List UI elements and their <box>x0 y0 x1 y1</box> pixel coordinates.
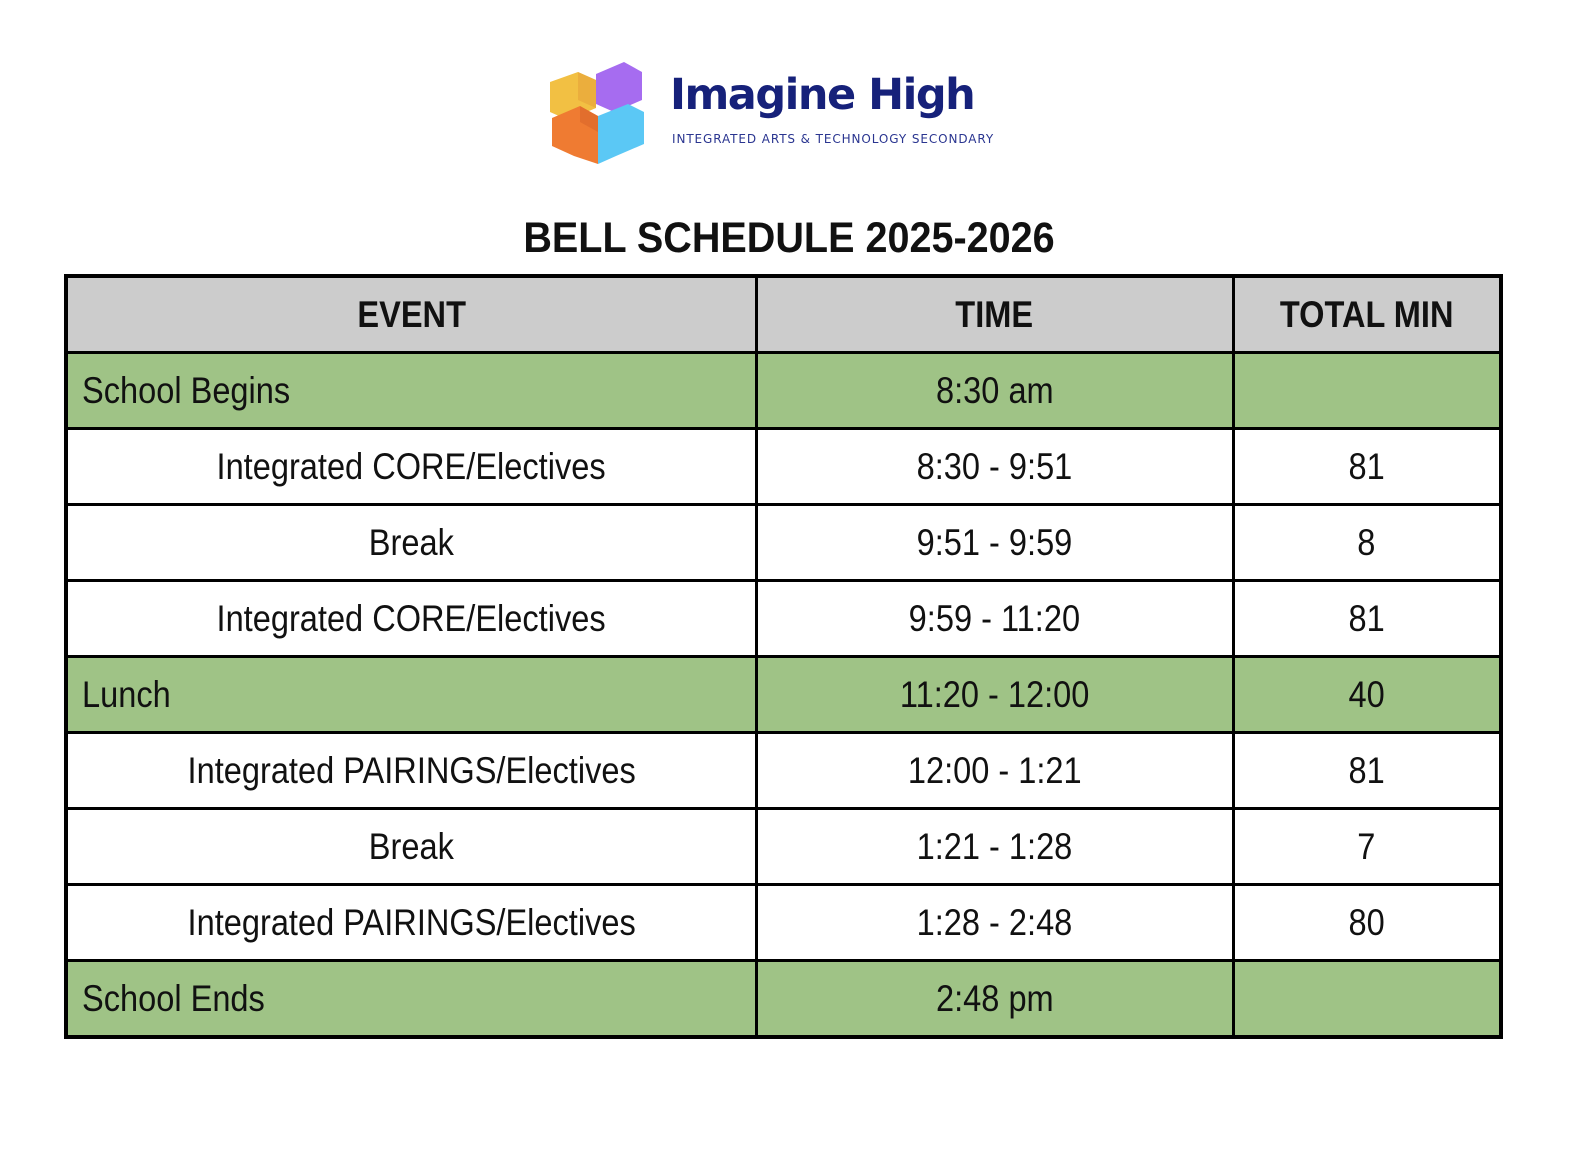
table-row <box>66 809 1501 885</box>
total-min-cell: 7 <box>1233 809 1501 885</box>
total-min-cell: 8 <box>1233 505 1501 581</box>
time-cell: 2:48 pm <box>756 961 1233 1038</box>
table-row <box>66 885 1501 961</box>
total-min-cell: 81 <box>1233 733 1501 809</box>
event-cell: Integrated PAIRINGS/Electives <box>66 733 756 809</box>
column-header-event: EVENT <box>66 276 756 353</box>
event-cell: Break <box>66 505 756 581</box>
table-row <box>66 429 1501 505</box>
total-min-cell: 80 <box>1233 885 1501 961</box>
cube-logo-icon <box>548 60 648 170</box>
column-header-total-min: TOTAL MIN <box>1233 276 1501 353</box>
total-min-cell <box>1233 961 1501 1038</box>
event-cell: School Ends <box>66 961 756 1038</box>
school-logo <box>548 60 1028 172</box>
event-cell: Integrated PAIRINGS/Electives <box>66 885 756 961</box>
total-min-cell: 40 <box>1233 657 1501 733</box>
event-cell: School Begins <box>66 353 756 429</box>
total-min-cell: 81 <box>1233 581 1501 657</box>
event-cell: Break <box>66 809 756 885</box>
table-row <box>66 733 1501 809</box>
logo-wordmark: Imagine High <box>670 70 975 120</box>
logo-tagline: INTEGRATED ARTS & TECHNOLOGY SECONDARY <box>672 132 995 146</box>
time-cell: 1:21 - 1:28 <box>756 809 1233 885</box>
time-cell: 8:30 am <box>756 353 1233 429</box>
table-row <box>66 581 1501 657</box>
column-header-time: TIME <box>756 276 1233 353</box>
time-cell: 1:28 - 2:48 <box>756 885 1233 961</box>
total-min-cell: 81 <box>1233 429 1501 505</box>
time-cell: 8:30 - 9:51 <box>756 429 1233 505</box>
table-header-row <box>66 276 1501 353</box>
time-cell: 11:20 - 12:00 <box>756 657 1233 733</box>
time-cell: 12:00 - 1:21 <box>756 733 1233 809</box>
table-row <box>66 353 1501 429</box>
time-cell: 9:59 - 11:20 <box>756 581 1233 657</box>
event-cell: Integrated CORE/Electives <box>66 429 756 505</box>
table-row <box>66 961 1501 1038</box>
event-cell: Lunch <box>66 657 756 733</box>
table-row <box>66 657 1501 733</box>
time-cell: 9:51 - 9:59 <box>756 505 1233 581</box>
event-cell: Integrated CORE/Electives <box>66 581 756 657</box>
page-title: BELL SCHEDULE 2025-2026 <box>523 214 1055 262</box>
bell-schedule-table <box>64 274 1503 1039</box>
table-row <box>66 505 1501 581</box>
total-min-cell <box>1233 353 1501 429</box>
